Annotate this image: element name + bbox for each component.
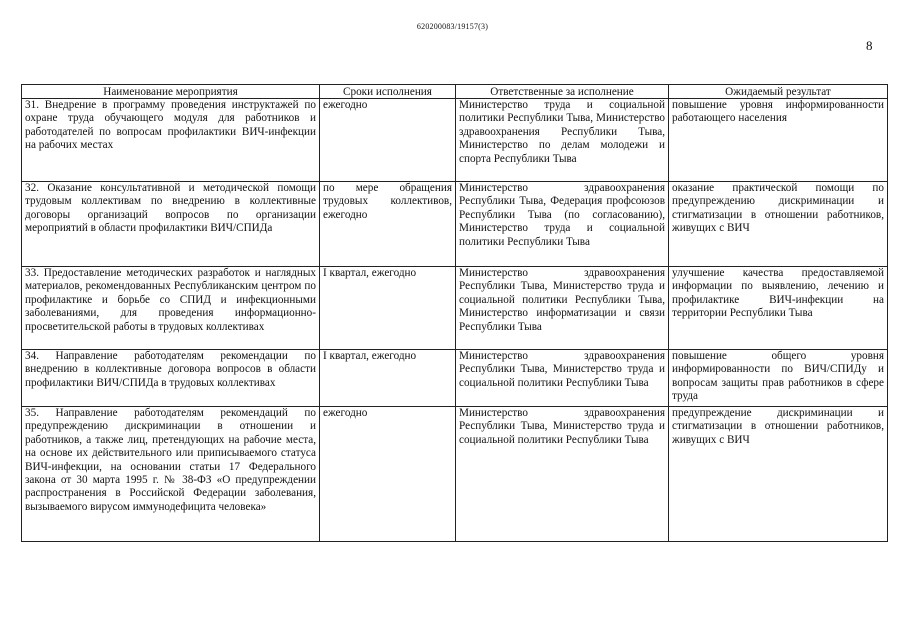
table-row	[22, 182, 888, 267]
result-cell: предупреждение дискриминации и стигматизации в отношении работников, живущих с ВИЧ	[669, 407, 888, 542]
responsible-cell: Министерство здравоохранения Республики Тыва, Федерация профсоюзов Республики Тыва (по согласованию), Министерство труда и социальной политики Республики Тыва	[456, 182, 669, 267]
document-id: 620200083/19157(3)	[416, 22, 489, 31]
table-row	[22, 267, 888, 350]
activity-cell: 33. Предоставление методических разработок и наглядных материалов, рекомендованных Республиканским центром по профилактике и борьбе со СПИД и инфекционными заболеваниями, для проведения информационно-просветительской работы в трудовых коллективах	[22, 267, 320, 350]
result-cell: повышение уровня информированности работающего населения	[669, 99, 888, 182]
term-cell: ежегодно	[320, 99, 456, 182]
term-cell: по мере обращения трудовых коллективов, ежегодно	[320, 182, 456, 267]
column-header-responsible: Ответственные за исполнение	[456, 85, 669, 99]
column-header-activity: Наименование мероприятия	[22, 85, 320, 99]
column-header-term: Сроки исполнения	[320, 85, 456, 99]
activities-table	[21, 84, 888, 542]
term-cell: ежегодно	[320, 407, 456, 542]
activity-cell: 34. Направление работодателям рекомендации по внедрению в коллективные договора вопросов в области профилактики ВИЧ/СПИДа в трудовых коллективах	[22, 350, 320, 407]
term-cell: I квартал, ежегодно	[320, 350, 456, 407]
result-cell: повышение общего уровня информированности по ВИЧ/СПИДу и вопросам защиты прав работников в сфере труда	[669, 350, 888, 407]
result-cell: оказание практической помощи по предупреждению дискриминации и стигматизации в отношении работников, живущих с ВИЧ	[669, 182, 888, 267]
term-cell: I квартал, ежегодно	[320, 267, 456, 350]
result-cell: улучшение качества предоставляемой информации по выявлению, лечению и профилактике ВИЧ-инфекции на территории Республики Тыва	[669, 267, 888, 350]
activity-cell: 32. Оказание консультативной и методической помощи трудовым коллективам по внедрению в коллективные договоры организаций вопросов по организации мероприятий в области профилактики ВИЧ/СПИДа	[22, 182, 320, 267]
page-number: 8	[866, 38, 873, 53]
column-header-result: Ожидаемый результат	[669, 85, 888, 99]
activity-cell: 35. Направление работодателям рекомендаций по предупреждению дискриминации в отношении и работников, а также лиц, претендующих на рабочие места, на основе их действительного или приписываемого статуса ВИЧ-инфекции, на основании статьи 17 Федерального закона от 30 марта 1995 г. № 38-ФЗ «О предупреждении распространения в Российской Федерации заболевания, вызываемого вирусом иммунодефицита человека»	[22, 407, 320, 542]
responsible-cell: Министерство здравоохранения Республики Тыва, Министерство труда и социальной политики Республики Тыва, Министерство информатизации и связи Республики Тыва	[456, 267, 669, 350]
table-row	[22, 99, 888, 182]
responsible-cell: Министерство здравоохранения Республики Тыва, Министерство труда и социальной политики Республики Тыва	[456, 350, 669, 407]
responsible-cell: Министерство здравоохранения Республики Тыва, Министерство труда и социальной политики Республики Тыва	[456, 407, 669, 542]
responsible-cell: Министерство труда и социальной политики Республики Тыва, Министерство здравоохранения Республики Тыва, Министерство по делам молодежи и спорта Республики Тыва	[456, 99, 669, 182]
activity-cell: 31. Внедрение в программу проведения инструктажей по охране труда обучающего модуля для работников и работодателей по вопросам профилактики ВИЧ-инфекции на рабочих местах	[22, 99, 320, 182]
table-header-row	[22, 85, 888, 99]
table-row	[22, 407, 888, 542]
table-row	[22, 350, 888, 407]
